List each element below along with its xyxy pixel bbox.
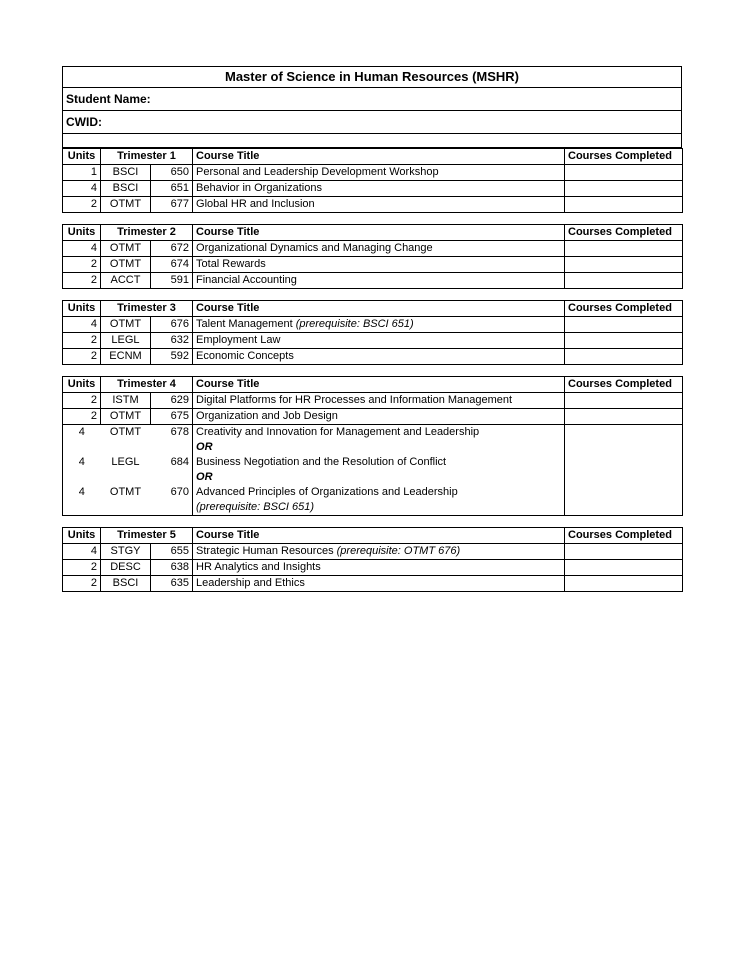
courses-completed-header: Courses Completed bbox=[565, 528, 683, 544]
trimester-4-table bbox=[62, 376, 683, 516]
course-row: 4 STGY 655 Strategic Human Resources (prerequisite: OTMT 676) bbox=[63, 544, 683, 560]
completed-cell[interactable] bbox=[565, 241, 683, 257]
course-title-header: Course Title bbox=[193, 225, 565, 241]
course-title-header: Course Title bbox=[193, 528, 565, 544]
units-header: Units bbox=[63, 225, 101, 241]
units-header: Units bbox=[63, 301, 101, 317]
prerequisite-note: (prerequisite: OTMT 676) bbox=[336, 545, 461, 557]
course-row: 2 LEGL 632 Employment Law bbox=[63, 333, 683, 349]
cwid-field[interactable]: CWID: bbox=[63, 111, 682, 134]
units-header: Units bbox=[63, 528, 101, 544]
trimester-5-table bbox=[62, 527, 683, 592]
courses-completed-header: Courses Completed bbox=[565, 149, 683, 165]
elective-option-row: 4 OTMT 678 Creativity and Innovation for Management and Leadership bbox=[63, 425, 683, 441]
completed-cell[interactable] bbox=[565, 273, 683, 289]
program-worksheet bbox=[62, 66, 682, 592]
trimester-header: Trimester 3 bbox=[101, 301, 193, 317]
header-table bbox=[62, 66, 682, 148]
course-row: 1 BSCI 650 Personal and Leadership Development Workshop bbox=[63, 165, 683, 181]
course-row: 4 OTMT 672 Organizational Dynamics and Managing Change bbox=[63, 241, 683, 257]
page-title: Master of Science in Human Resources (MSHR) bbox=[63, 67, 682, 88]
course-row: 2 BSCI 635 Leadership and Ethics bbox=[63, 576, 683, 592]
trimester-header: Trimester 2 bbox=[101, 225, 193, 241]
units-header: Units bbox=[63, 377, 101, 393]
completed-cell[interactable] bbox=[565, 257, 683, 273]
courses-completed-header: Courses Completed bbox=[565, 225, 683, 241]
trimester-1-table bbox=[62, 148, 683, 213]
completed-cell[interactable] bbox=[565, 349, 683, 365]
student-name-field[interactable]: Student Name: bbox=[63, 88, 682, 111]
completed-cell[interactable] bbox=[565, 576, 683, 592]
completed-cell[interactable] bbox=[565, 333, 683, 349]
completed-cell[interactable] bbox=[565, 425, 683, 516]
courses-completed-header: Courses Completed bbox=[565, 301, 683, 317]
course-title-header: Course Title bbox=[193, 301, 565, 317]
completed-cell[interactable] bbox=[565, 409, 683, 425]
prerequisite-note: (prerequisite: BSCI 651) bbox=[193, 500, 565, 516]
course-title-header: Course Title bbox=[193, 377, 565, 393]
trimester-header: Trimester 1 bbox=[101, 149, 193, 165]
course-row: 4 BSCI 651 Behavior in Organizations bbox=[63, 181, 683, 197]
units-header: Units bbox=[63, 149, 101, 165]
course-row: 4 OTMT 676 Talent Management (prerequisite: BSCI 651) bbox=[63, 317, 683, 333]
courses-completed-header: Courses Completed bbox=[565, 377, 683, 393]
elective-option-row: 4 OTMT 670 Advanced Principles of Organizations and Leadership bbox=[63, 485, 683, 500]
course-row: 2 OTMT 675 Organization and Job Design bbox=[63, 409, 683, 425]
course-row: 2 ECNM 592 Economic Concepts bbox=[63, 349, 683, 365]
trimester-2-table bbox=[62, 224, 683, 289]
completed-cell[interactable] bbox=[565, 165, 683, 181]
completed-cell[interactable] bbox=[565, 317, 683, 333]
prerequisite-note: (prerequisite: BSCI 651) bbox=[295, 318, 414, 330]
elective-option-row: 4 LEGL 684 Business Negotiation and the Resolution of Conflict bbox=[63, 455, 683, 470]
course-row: 2 OTMT 674 Total Rewards bbox=[63, 257, 683, 273]
completed-cell[interactable] bbox=[565, 560, 683, 576]
course-row: 2 ISTM 629 Digital Platforms for HR Processes and Information Management bbox=[63, 393, 683, 409]
or-separator: OR bbox=[193, 440, 565, 455]
course-row: 2 ACCT 591 Financial Accounting bbox=[63, 273, 683, 289]
course-row: 2 DESC 638 HR Analytics and Insights bbox=[63, 560, 683, 576]
course-row: 2 OTMT 677 Global HR and Inclusion bbox=[63, 197, 683, 213]
completed-cell[interactable] bbox=[565, 197, 683, 213]
completed-cell[interactable] bbox=[565, 544, 683, 560]
trimester-3-table bbox=[62, 300, 683, 365]
completed-cell[interactable] bbox=[565, 393, 683, 409]
trimester-header: Trimester 4 bbox=[101, 377, 193, 393]
blank-row bbox=[63, 134, 682, 148]
course-title-header: Course Title bbox=[193, 149, 565, 165]
completed-cell[interactable] bbox=[565, 181, 683, 197]
or-separator: OR bbox=[193, 470, 565, 485]
trimester-header: Trimester 5 bbox=[101, 528, 193, 544]
